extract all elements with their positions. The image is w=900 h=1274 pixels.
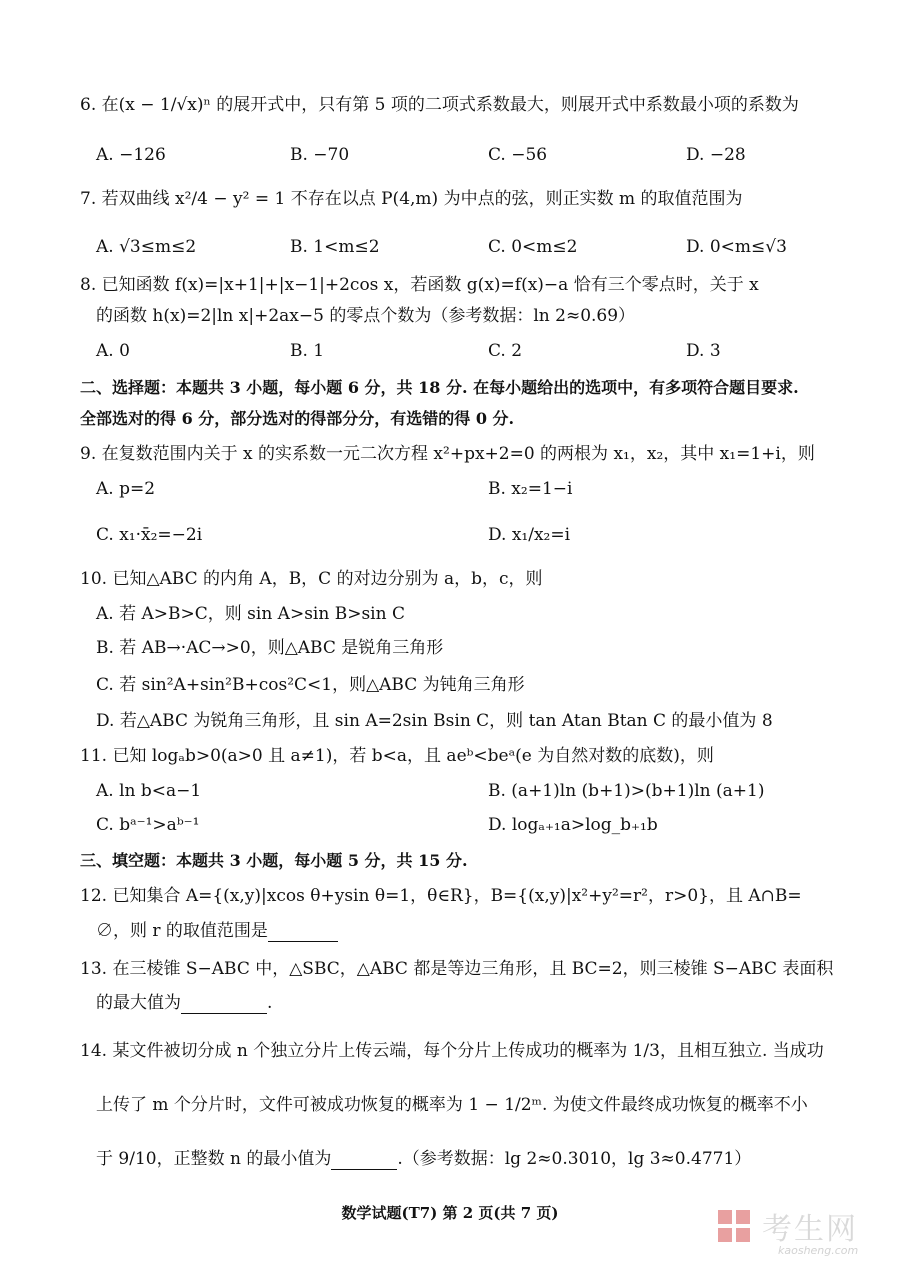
q8-line-2: 的函数 h(x)=2|ln x|+2ax−5 的零点个数为（参考数据：ln 2≈0.69） <box>96 306 636 326</box>
kaosheng-logo-icon <box>716 1206 756 1246</box>
q14-line-2: 上传了 m 个分片时，文件可被成功恢复的概率为 1 − 1/2ᵐ. 为使文件最终成功恢复的概率不小 <box>96 1095 808 1115</box>
watermark-brand: 考生网 <box>762 1212 858 1247</box>
q11-option-b: B. (a+1)ln (b+1)>(b+1)ln (a+1) <box>488 781 765 801</box>
q7-stem: 7. 若双曲线 x²/4 − y² = 1 不存在以点 P(4,m) 为中点的弦，则正实数 m 的取值范围为 <box>80 189 743 209</box>
q13-line-1: 13. 在三棱锥 S−ABC 中，△SBC，△ABC 都是等边三角形，且 BC=2，则三棱锥 S−ABC 表面积 <box>80 959 834 979</box>
q6-option-a: A. −126 <box>96 145 166 165</box>
q12-line-1: 12. 已知集合 A={(x,y)|xcos θ+ysin θ=1，θ∈R}，B={(x,y)|x²+y²=r²，r>0}，且 A∩B= <box>80 886 802 906</box>
q9-option-d: D. x₁/x₂=i <box>488 525 571 545</box>
q6-option-b: B. −70 <box>290 145 350 165</box>
q9-option-c: C. x₁·x̄₂=−2i <box>96 525 203 545</box>
q6-stem: 6. 在(x − 1/√x)ⁿ 的展开式中，只有第 5 项的二项式系数最大，则展开式中系数最小项的系数为 <box>80 95 799 115</box>
q13-period: . <box>267 993 273 1013</box>
q8-option-b: B. 1 <box>290 341 325 361</box>
watermark-url: kaosheng.com <box>778 1244 859 1257</box>
section-2-rules: 全部选对的得 6 分，部分选对的得部分分，有选错的得 0 分. <box>80 409 515 428</box>
q9-stem: 9. 在复数范围内关于 x 的实系数一元二次方程 x²+px+2=0 的两根为 x₁，x₂，其中 x₁=1+i，则 <box>80 444 815 464</box>
q11-option-a: A. ln b<a−1 <box>96 781 202 801</box>
q12-line-2 <box>96 920 338 942</box>
q8-option-c: C. 2 <box>488 341 523 361</box>
q13-line-2 <box>96 992 272 1014</box>
q12-answer-blank[interactable] <box>268 923 338 942</box>
q14-line-3 <box>96 1148 751 1170</box>
q13-line-2-text: 的最大值为 <box>96 993 181 1013</box>
q10-option-b: B. 若 AB→·AC→>0，则△ABC 是锐角三角形 <box>96 638 444 658</box>
q10-option-c: C. 若 sin²A+sin²B+cos²C<1，则△ABC 为钝角三角形 <box>96 675 525 695</box>
section-2-heading: 二、选择题：本题共 3 小题，每小题 6 分，共 18 分. 在每小题给出的选项中，有多项符合题目要求. <box>80 378 799 397</box>
q7-option-d: D. 0<m≤√3 <box>686 237 787 257</box>
q9-option-a: A. p=2 <box>96 479 156 499</box>
q7-option-c: C. 0<m≤2 <box>488 237 578 257</box>
q10-stem: 10. 已知△ABC 的内角 A，B，C 的对边分别为 a，b，c，则 <box>80 569 543 589</box>
q7-option-b: B. 1<m≤2 <box>290 237 380 257</box>
q6-option-c: C. −56 <box>488 145 548 165</box>
section-3-heading: 三、填空题：本题共 3 小题，每小题 5 分，共 15 分. <box>80 851 468 870</box>
q11-option-c: C. bᵃ⁻¹>aᵇ⁻¹ <box>96 815 200 835</box>
q14-answer-blank[interactable] <box>331 1151 397 1170</box>
watermark <box>716 1204 896 1264</box>
q14-line-3-text: 于 9/10，正整数 n 的最小值为 <box>96 1149 332 1169</box>
q13-answer-blank[interactable] <box>181 995 267 1014</box>
q14-line-1: 14. 某文件被切分成 n 个独立分片上传云端，每个分片上传成功的概率为 1/3，且相互独立. 当成功 <box>80 1041 824 1061</box>
q10-option-d: D. 若△ABC 为锐角三角形，且 sin A=2sin Bsin C，则 tan Atan Btan C 的最小值为 8 <box>96 711 773 731</box>
q11-stem: 11. 已知 logₐb>0(a>0 且 a≠1)，若 b<a，且 aeᵇ<beᵃ(e 为自然对数的底数)，则 <box>80 746 714 766</box>
q8-line-1: 8. 已知函数 f(x)=|x+1|+|x−1|+2cos x，若函数 g(x)=f(x)−a 恰有三个零点时，关于 x <box>80 275 759 295</box>
q14-reference-data: .（参考数据：lg 2≈0.3010，lg 3≈0.4771） <box>397 1149 752 1169</box>
q6-option-d: D. −28 <box>686 145 746 165</box>
q9-option-b: B. x₂=1−i <box>488 479 573 499</box>
q8-option-a: A. 0 <box>96 341 130 361</box>
q12-line-2-text: ∅，则 r 的取值范围是 <box>96 921 268 941</box>
q11-option-d: D. logₐ₊₁a>log_b₊₁b <box>488 815 658 835</box>
q7-option-a: A. √3≤m≤2 <box>96 237 197 257</box>
q8-option-d: D. 3 <box>686 341 721 361</box>
page-footer: 数学试题(T7) 第 2 页(共 7 页) <box>341 1204 559 1222</box>
q10-option-a: A. 若 A>B>C，则 sin A>sin B>sin C <box>96 604 405 624</box>
